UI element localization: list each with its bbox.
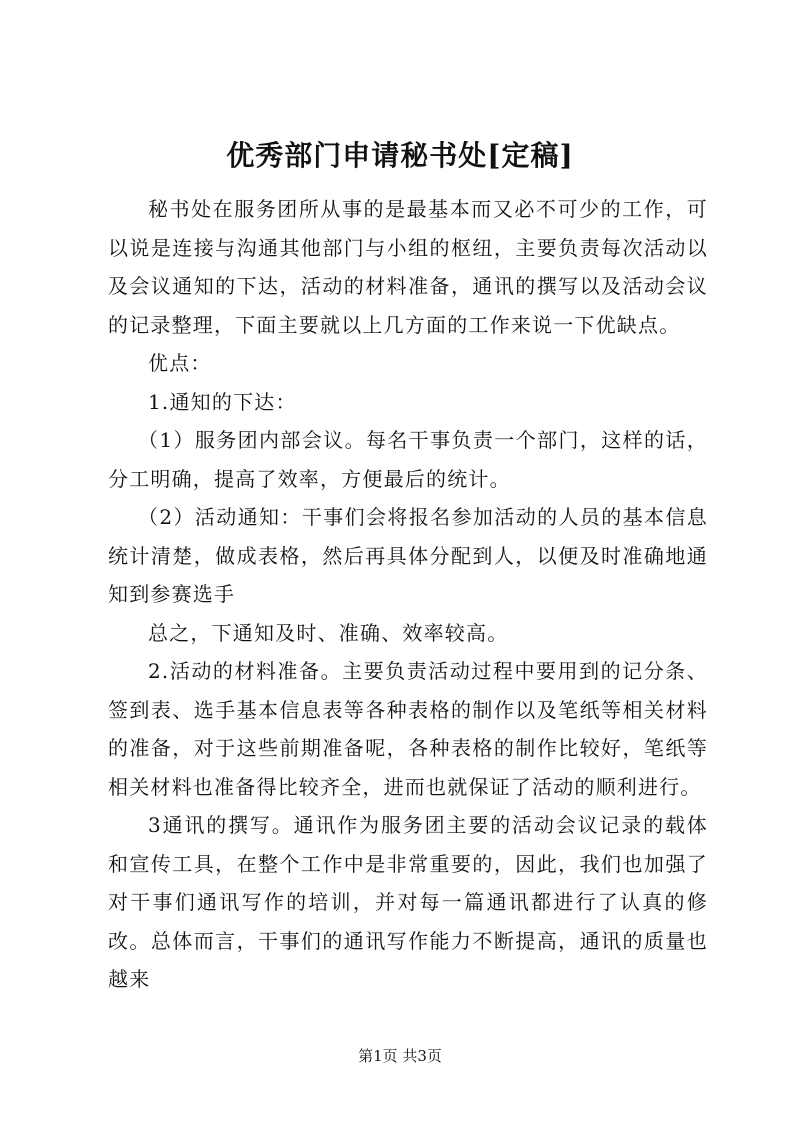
paragraph-notice-heading: 1.通知的下达： (148, 389, 297, 414)
document-body (108, 190, 708, 999)
paragraph-internal-meeting: （1）服务团内部会议。每名干事负责一个部门，这样的话，分工明确，提高了效率，方便最后的统计。 (108, 428, 708, 491)
paragraph-advantages-heading: 优点： (148, 351, 212, 375)
paragraph-newsletter: 3通讯的撰写。通讯作为服务团主要的活动会议记录的载体和宣传工具，在整个工作中是非常重要的，因此，我们也加强了对干事们通讯写作的培训，并对每一篇通讯都进行了认真的修改。总体而言，干事们的通讯写作能力不断提高，通讯的质量也越来 (108, 813, 708, 991)
paragraph-materials: 2.活动的材料准备。主要负责活动过程中要用到的记分条、签到表、选手基本信息表等各种表格的制作以及笔纸等相关材料的准备，对于这些前期准备呢，各种表格的制作比较好，笔纸等相关材料也准备得比较齐全，进而也就保证了活动的顺利进行。 (108, 659, 708, 799)
paragraph-notice-summary: 总之，下通知及时、准确、效率较高。 (148, 620, 509, 645)
document-title: 优秀部门申请秘书处[定稿] (226, 139, 574, 172)
paragraph-intro: 秘书处在服务团所从事的是最基本而又必不可少的工作，可以说是连接与沟通其他部门与小组的枢纽，主要负责每次活动以及会议通知的下达，活动的材料准备，通讯的撰写以及活动会议的记录整理，下面主要就以上几方面的工作来说一下优缺点。 (108, 197, 708, 337)
paragraph-activity-notice: （2）活动通知：干事们会将报名参加活动的人员的基本信息统计清楚，做成表格，然后再具体分配到人，以便及时准确地通知到参赛选手 (108, 505, 708, 606)
page-number-footer: 第1页 共3页 (358, 1047, 442, 1065)
